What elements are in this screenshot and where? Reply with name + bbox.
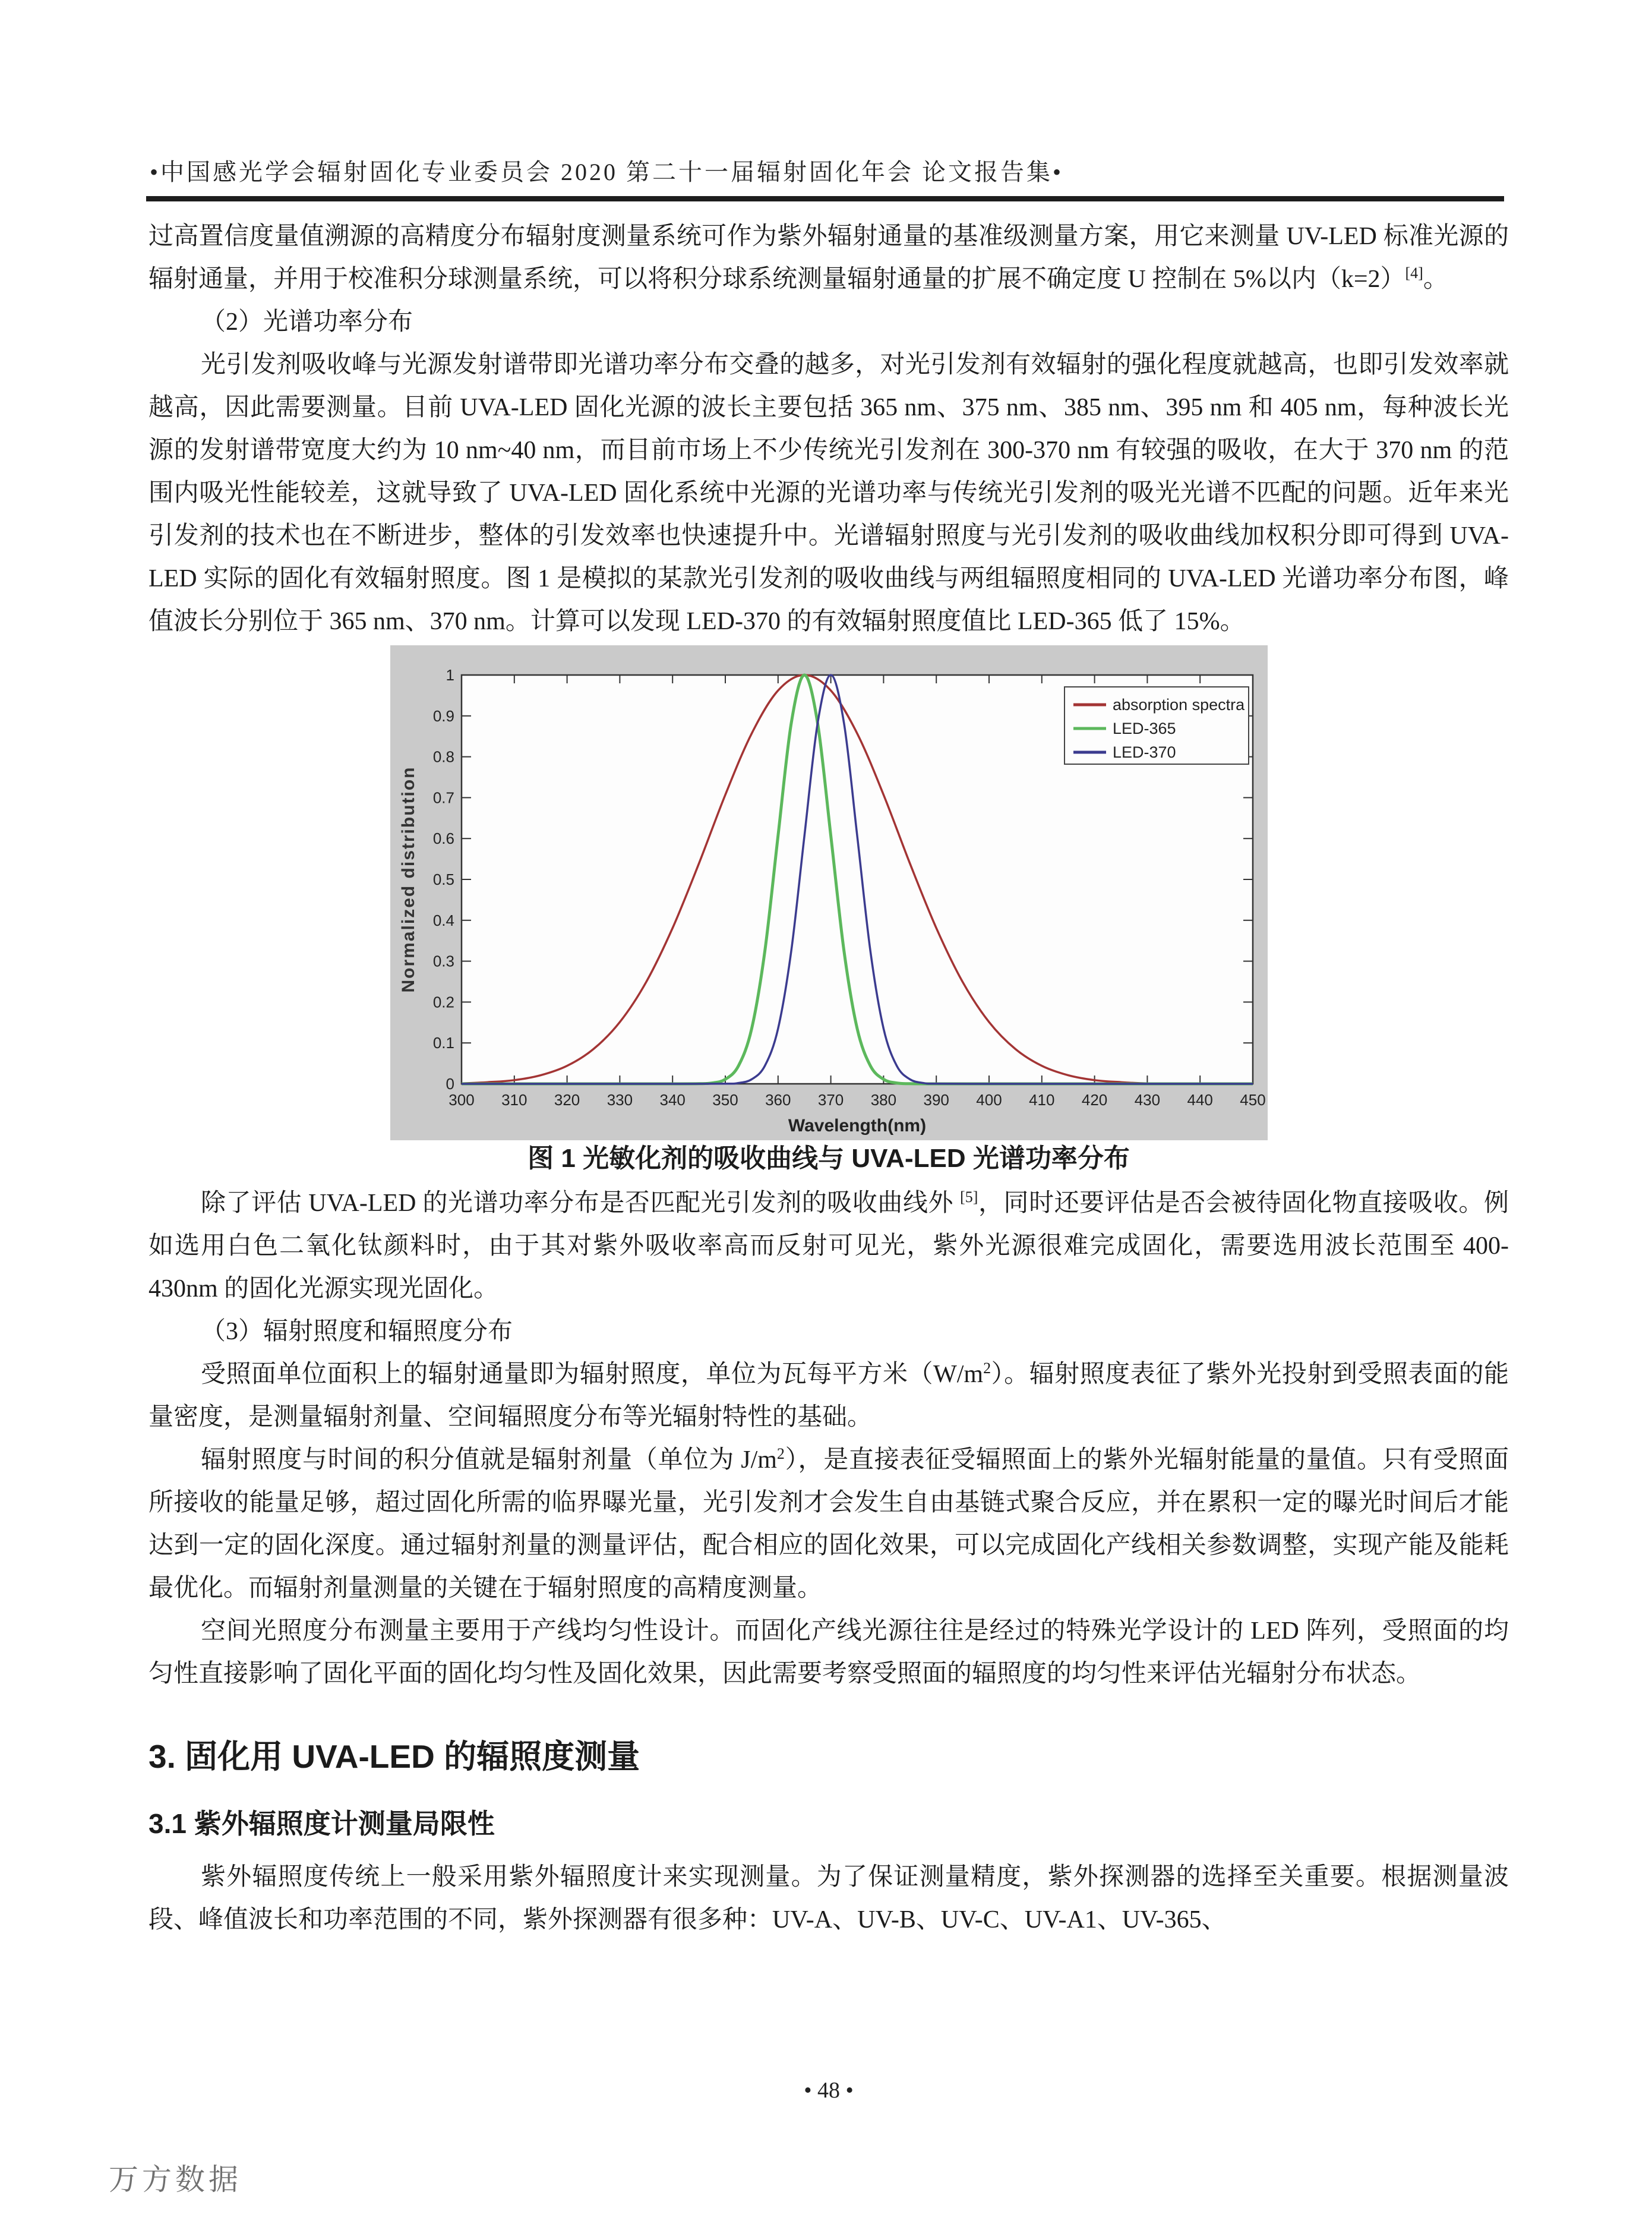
paragraph: 过高置信度量值溯源的高精度分布辐射度测量系统可作为紫外辐射通量的基准级测量方案，用它来测量 UV-LED 标准光源的辐射通量，并用于校准积分球测量系统，可以将积分球系统测量辐射通量的扩展不确定度 U 控制在 5%以内（k=2）[4]。	[149, 223, 1509, 293]
header-text: •中国感光学会辐射固化专业委员会 2020 第二十一届辐射固化年会 论文报告集•	[150, 159, 1064, 185]
page-header	[150, 153, 1063, 187]
paragraph: 除了评估 UVA-LED 的光谱功率分布是否匹配光引发剂的吸收曲线外 [5]，同时还要评估是否会被待固化物直接吸收。例如选用白色二氧化钛颜料时，由于其对紫外吸收率高而反射可见光，紫外光源很难完成固化，需要选用波长范围至 400-430nm 的固化光源实现光固化。	[149, 1188, 1509, 1302]
svg-text:0.9: 0.9	[432, 707, 454, 725]
svg-text:0: 0	[446, 1075, 454, 1093]
svg-text:440: 440	[1187, 1091, 1213, 1109]
svg-text:410: 410	[1028, 1091, 1054, 1109]
svg-text:1: 1	[446, 666, 454, 684]
watermark: 万方数据	[109, 2163, 242, 2196]
svg-text:0.4: 0.4	[432, 911, 454, 929]
section-heading: 3. 固化用 UVA-LED 的辐照度测量	[149, 1738, 640, 1775]
svg-text:0.7: 0.7	[432, 789, 454, 807]
svg-text:450: 450	[1239, 1091, 1266, 1109]
svg-text:350: 350	[712, 1091, 738, 1109]
svg-text:390: 390	[923, 1091, 949, 1109]
svg-text:320: 320	[554, 1091, 580, 1109]
svg-text:0.2: 0.2	[432, 993, 454, 1011]
svg-text:400: 400	[975, 1091, 1002, 1109]
document-body	[149, 215, 1509, 1941]
svg-text:0.3: 0.3	[432, 952, 454, 970]
figure-caption: 图 1 光敏化剂的吸收曲线与 UVA-LED 光谱功率分布	[527, 1144, 1130, 1173]
svg-text:360: 360	[765, 1091, 791, 1109]
paragraph: （3）辐射照度和辐照度分布	[201, 1318, 513, 1345]
svg-text:310: 310	[501, 1091, 527, 1109]
subsection-heading: 3.1 紫外辐照度计测量局限性	[149, 1808, 495, 1839]
svg-text:0.6: 0.6	[432, 830, 454, 848]
svg-text:Normalized distribution: Normalized distribution	[398, 766, 418, 993]
paragraph: （2）光谱功率分布	[201, 308, 413, 336]
header-divider	[146, 196, 1504, 201]
page-number: • 48 •	[804, 2078, 854, 2103]
figure-1	[390, 645, 1268, 1140]
svg-text:absorption spectra: absorption spectra	[1112, 696, 1244, 714]
chart-legend	[1065, 687, 1249, 764]
svg-text:0.1: 0.1	[432, 1034, 454, 1052]
svg-text:LED-370: LED-370	[1112, 743, 1176, 761]
svg-text:420: 420	[1081, 1091, 1107, 1109]
paragraph: 紫外辐照度传统上一般采用紫外辐照度计来实现测量。为了保证测量精度，紫外探测器的选择至关重要。根据测量波段、峰值波长和功率范围的不同，紫外探测器有很多种：UV-A、UV-B、UV-C、UV-A1、UV-365、	[149, 1863, 1509, 1934]
spectra-chart	[390, 645, 1268, 1140]
paragraph: 光引发剂吸收峰与光源发射谱带即光谱功率分布交叠的越多，对光引发剂有效辐射的强化程度就越高，也即引发效率就越高，因此需要测量。目前 UVA-LED 固化光源的波长主要包括 365 nm、375 nm、385 nm、395 nm 和 405 nm，每种波长光源的发射谱带宽度大约为 10 nm~40 nm，而目前市场上不少传统光引发剂在 300-370 nm 有较强的吸收，在大于 370 nm 的范围内吸光性能较差，这就导致了 UVA-LED 固化系统中光源的光谱功率与传统光引发剂的吸光光谱不匹配的问题。近年来光引发剂的技术也在不断进步，整体的引发效率也快速提升中。光谱辐射照度与光引发剂的吸收曲线加权积分即可得到 UVA-LED 实际的固化有效辐射照度。图 1 是模拟的某款光引发剂的吸收曲线与两组辐照度相同的 UVA-LED 光谱功率分布图，峰值波长分别位于 365 nm、370 nm。计算可以发现 LED-370 的有效辐射照度值比 LED-365 低了 15%。	[149, 351, 1509, 635]
paragraph: 辐射照度与时间的积分值就是辐射剂量（单位为 $J/m^2$），是直接表征受辐照面上的紫外光辐射能量的量值。只有受照面所接收的能量足够，超过固化所需的临界曝光量，光引发剂才会发生自由基链式聚合反应，并在累积一定的曝光时间后才能达到一定的固化深度。通过辐射剂量的测量评估，配合相应的固化效果，可以完成固化产线相关参数调整，实现产能及能耗最优化。而辐射剂量测量的关键在于辐射照度的高精度测量。	[149, 1445, 1509, 1602]
paragraph: 空间光照度分布测量主要用于产线均匀性设计。而固化产线光源往往是经过的特殊光学设计的 LED 阵列，受照面的均匀性直接影响了固化平面的固化均匀性及固化效果，因此需要考察受照面的辐照度的均匀性来评估光辐射分布状态。	[149, 1617, 1509, 1688]
svg-text:340: 340	[659, 1091, 686, 1109]
svg-text:0.5: 0.5	[432, 871, 454, 888]
svg-text:300: 300	[448, 1091, 475, 1109]
svg-text:430: 430	[1134, 1091, 1160, 1109]
svg-text:LED-365: LED-365	[1112, 720, 1176, 737]
svg-text:380: 380	[870, 1091, 896, 1109]
svg-text:370: 370	[817, 1091, 844, 1109]
svg-text:Wavelength(nm): Wavelength(nm)	[788, 1116, 926, 1136]
svg-text:0.8: 0.8	[432, 748, 454, 766]
svg-text:330: 330	[607, 1091, 633, 1109]
paragraph: 受照面单位面积上的辐射通量即为辐射照度，单位为瓦每平方米$(W/m^2)$。辐射照度表征了紫外光投射到受照表面的能量密度，是测量辐射剂量、空间辐照度分布等光辐射特性的基础。	[149, 1360, 1509, 1431]
